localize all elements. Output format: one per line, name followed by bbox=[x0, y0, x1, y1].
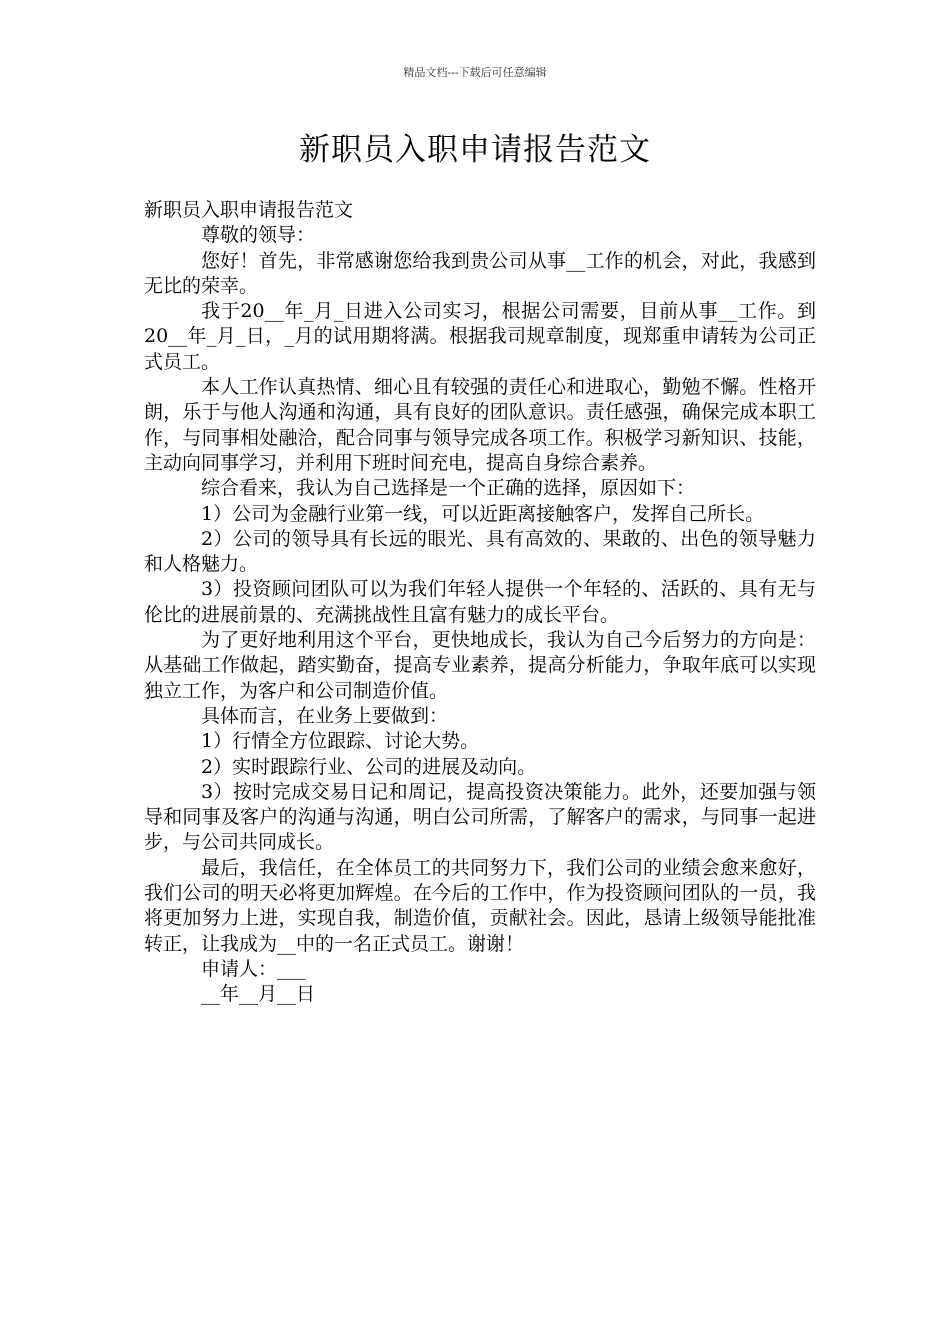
applicant-line: 申请人：___ bbox=[201, 957, 306, 980]
document-subtitle: 新职员入职申请报告范文 bbox=[144, 199, 354, 221]
list-item-task-2: 2）实时跟踪行业、公司的进展及动向。 bbox=[201, 755, 537, 778]
salutation: 尊敬的领导： bbox=[201, 224, 316, 247]
paragraph-self-assessment: 本人工作认真热情、细心且有较强的责任心和进取心，勤勉不懈。性格开朗，乐于与他人沟通和沟通，具有良好的团队意识。责任感强，确保完成本职工作，与同事相处融洽，配合同事与领导完成各项工作。积极学习新知识、技能，主动向同事学习，并利用下班时间充电，提高自身综合素养。 bbox=[144, 376, 816, 474]
paragraph-reasons-intro: 综合看来，我认为自己选择是一个正确的选择，原因如下： bbox=[201, 477, 696, 500]
date-line: __年__月__日 bbox=[201, 983, 316, 1006]
paragraph-closing: 最后，我信任，在全体员工的共同努力下，我们公司的业绩会愈来愈好，我们公司的明天必将更加辉煌。在今后的工作中，作为投资顾问团队的一员，我将更加努力上进，实现自我，制造价值，贡献社会。因此，恳请上级领导能批准转正，让我成为__中的一名正式员工。谢谢！ bbox=[144, 856, 816, 955]
document-body bbox=[144, 198, 816, 1008]
header-note: 精品文档---下载后可任意编辑 bbox=[403, 66, 547, 79]
paragraph-greeting: 您好！首先，非常感谢您给我到贵公司从事__工作的机会，对此，我感到无比的荣幸。 bbox=[144, 249, 816, 297]
document-title: 新职员入职申请报告范文 bbox=[299, 132, 651, 168]
paragraph-internship: 我于20__年_月_日进入公司实习，根据公司需要，目前从事__工作。到20__年_月_日，_月的试用期将满。根据我司规章制度，现郑重申请转为公司正式员工。 bbox=[144, 300, 816, 373]
paragraph-tasks-intro: 具体而言，在业务上要做到： bbox=[201, 704, 449, 727]
list-item-reason-3: 3）投资顾问团队可以为我们年轻人提供一个年轻的、活跃的、具有无与伦比的进展前景的、充满挑战性且富有魅力的成长平台。 bbox=[144, 578, 816, 626]
list-item-reason-2: 2）公司的领导具有长远的眼光、具有高效的、果敢的、出色的领导魅力和人格魅力。 bbox=[144, 527, 816, 576]
list-item-task-1: 1）行情全方位跟踪、讨论大势。 bbox=[201, 730, 480, 753]
list-item-reason-1: 1）公司为金融行业第一线，可以近距离接触客户，发挥自己所长。 bbox=[201, 502, 765, 525]
paragraph-direction: 为了更好地利用这个平台，更快地成长，我认为自己今后努力的方向是：从基础工作做起，踏实勤奋，提高专业素养，提高分析能力，争取年底可以实现独立工作，为客户和公司制造价值。 bbox=[144, 629, 816, 702]
list-item-task-3: 3）按时完成交易日记和周记，提高投资决策能力。此外，还要加强与领导和同事及客户的沟通与沟通，明白公司所需，了解客户的需求，与同事一起进步，与公司共同成长。 bbox=[144, 780, 816, 854]
